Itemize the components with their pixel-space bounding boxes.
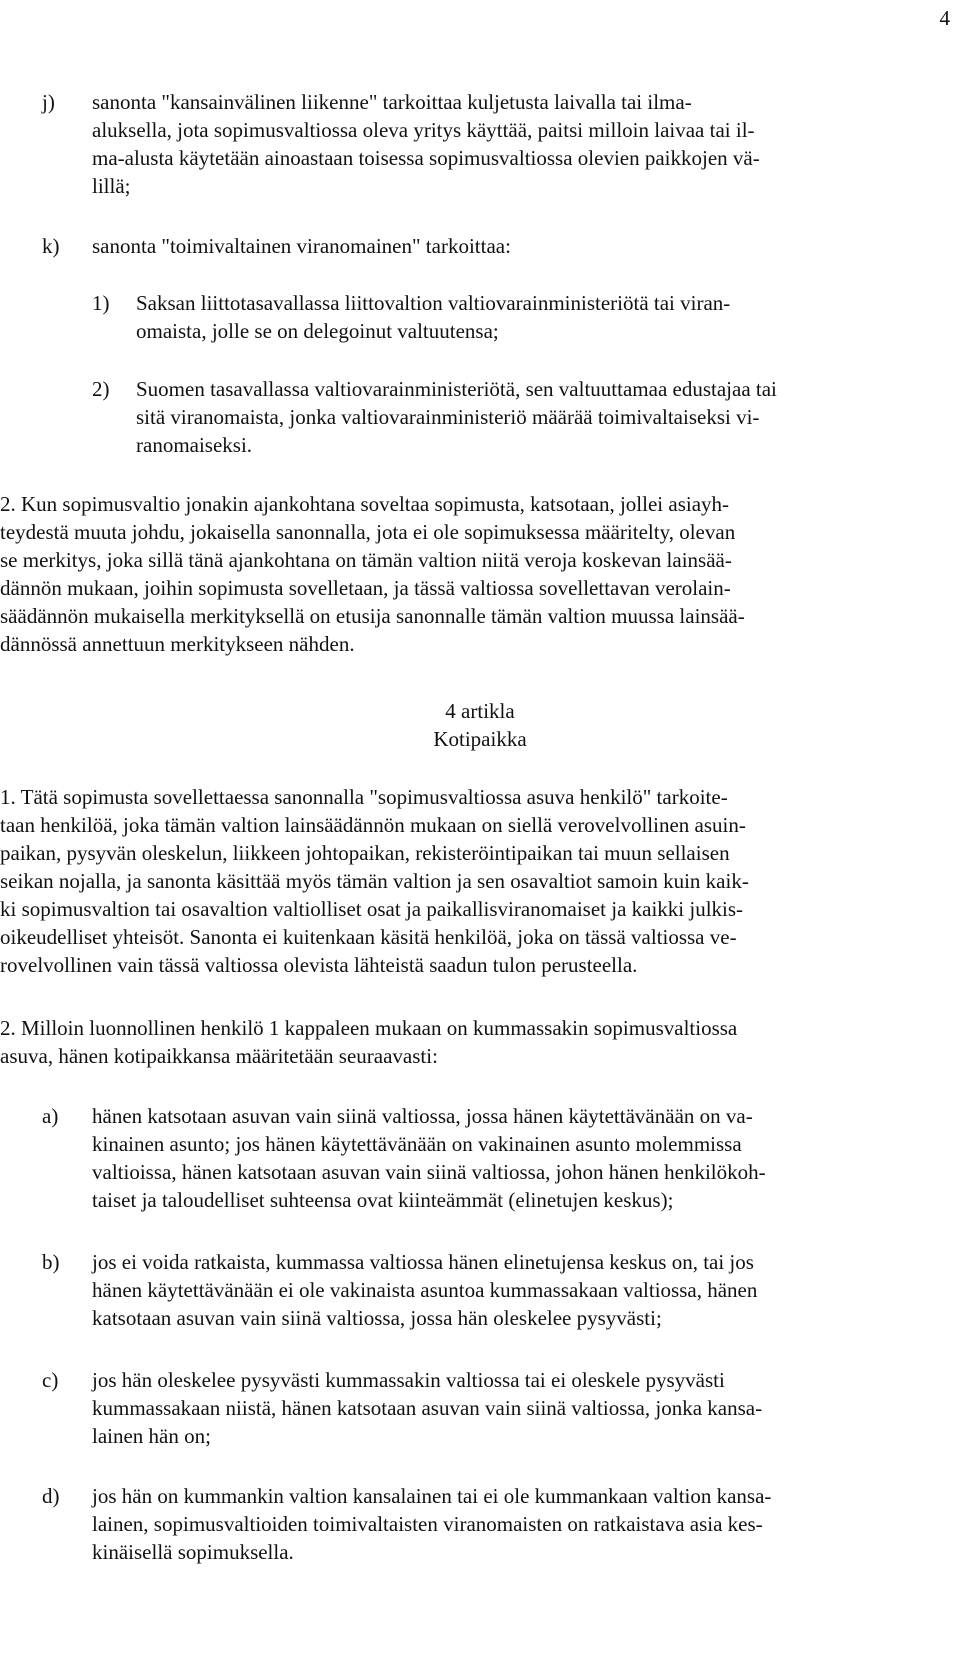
text-line: sanonta "kansainvälinen liikenne" tarkoittaa kuljetusta laivalla tai ilma-	[92, 90, 692, 114]
text-line: jos hän on kummankin valtion kansalainen tai ei ole kummankaan valtion kansa-	[92, 1484, 772, 1508]
text-line: lainen hän on;	[92, 1424, 211, 1448]
item-label: c)	[42, 1368, 59, 1392]
text-line: jos hän oleskelee pysyvästi kummassakin valtiossa tai ei oleskele pysyvästi	[92, 1368, 725, 1392]
text-line: kummassakaan niistä, hänen katsotaan asuvan vain siinä valtiossa, jonka kansa-	[92, 1396, 763, 1420]
text-line: jos ei voida ratkaista, kummassa valtiossa hänen elinetujensa keskus on, tai jos	[92, 1250, 754, 1274]
text-line: taan henkilöä, joka tämän valtion lainsäädännön mukaan on siellä verovelvollinen asuin-	[0, 813, 746, 837]
text-line: kinäisellä sopimuksella.	[92, 1540, 294, 1564]
item-label: 2)	[92, 377, 110, 401]
text-line: sitä viranomaista, jonka valtiovarainministeriö määrää toimivaltaiseksi vi-	[136, 405, 760, 429]
item-label: d)	[42, 1484, 60, 1508]
text-line: dännön mukaan, joihin sopimusta sovelletaan, ja tässä valtiossa sovellettavan verolain-	[0, 576, 731, 600]
article-title: Kotipaikka	[433, 727, 527, 751]
text-line: ki sopimusvaltion tai osavaltion valtiolliset osat ja paikallisviranomaiset ja kaikki julkis-	[0, 897, 744, 921]
text-line: rovelvollinen vain tässä valtiossa olevista lähteistä saadun tulon perusteella.	[0, 953, 638, 977]
article-number: 4 artikla	[445, 699, 515, 723]
text-line: lainen, sopimusvaltioiden toimivaltaisten viranomaisten on ratkaistava asia kes-	[92, 1512, 763, 1536]
text-line: ma-alusta käytetään ainoastaan toisessa sopimusvaltiossa olevien paikkojen vä-	[92, 146, 760, 170]
text-line: aluksella, jota sopimusvaltiossa oleva yritys käyttää, paitsi milloin laivaa tai il-	[92, 118, 755, 142]
text-line: katsotaan asuvan vain siinä valtiossa, jossa hän oleskelee pysyvästi;	[92, 1306, 662, 1330]
text-line: säädännön mukaisella merkityksellä on etusija sanonnalle tämän valtion muussa lainsää-	[0, 604, 745, 628]
text-line: sanonta "toimivaltainen viranomainen" tarkoittaa:	[92, 234, 511, 258]
text-line: taiset ja taloudelliset suhteensa ovat kiinteämmät (elinetujen keskus);	[92, 1188, 674, 1212]
text-line: valtioissa, hänen katsotaan asuvan vain siinä valtiossa, johon hänen henkilökoh-	[92, 1160, 766, 1184]
page-number: 4	[939, 6, 950, 30]
text-line: hänen katsotaan asuvan vain siinä valtiossa, jossa hänen käytettävänään on va-	[92, 1104, 753, 1128]
text-line: ranomaiseksi.	[136, 433, 253, 457]
text-line: 2. Kun sopimusvaltio jonakin ajankohtana soveltaa sopimusta, katsotaan, jollei asiayh-	[0, 492, 730, 516]
text-line: kinainen asunto; jos hänen käytettävänään on vakinainen asunto molemmissa	[92, 1132, 742, 1156]
item-label: k)	[42, 234, 60, 258]
item-label: b)	[42, 1250, 60, 1274]
text-line: 2. Milloin luonnollinen henkilö 1 kappaleen mukaan on kummassakin sopimusvaltiossa	[0, 1016, 738, 1040]
item-label: a)	[42, 1104, 59, 1128]
item-label: j)	[42, 90, 55, 114]
text-line: asuva, hänen kotipaikkansa määritetään seuraavasti:	[0, 1044, 438, 1068]
text-line: hänen käytettävänään ei ole vakinaista asuntoa kummassakaan valtiossa, hänen	[92, 1278, 758, 1302]
text-line: teydestä muuta johdu, jokaisella sanonnalla, jota ei ole sopimuksessa määritelty, olevan	[0, 520, 736, 544]
text-line: lillä;	[92, 174, 131, 198]
text-line: paikan, pysyvän oleskelun, liikkeen johtopaikan, rekisteröintipaikan tai muun sellaisen	[0, 841, 730, 865]
text-line: Suomen tasavallassa valtiovarainministeriötä, sen valtuuttamaa edustajaa tai	[136, 377, 777, 401]
item-label: 1)	[92, 291, 110, 315]
text-line: omaista, jolle se on delegoinut valtuutensa;	[136, 319, 499, 343]
text-line: Saksan liittotasavallassa liittovaltion valtiovarainministeriötä tai viran-	[136, 291, 731, 315]
text-line: dännössä annettuun merkitykseen nähden.	[0, 632, 355, 656]
text-line: se merkitys, joka sillä tänä ajankohtana on tämän valtion niitä veroja koskevan lainsää-	[0, 548, 732, 572]
text-line: 1. Tätä sopimusta sovellettaessa sanonnalla "sopimusvaltiossa asuva henkilö" tarkoite-	[0, 785, 728, 809]
text-line: seikan nojalla, ja sanonta käsittää myös tämän valtion ja sen osavaltiot samoin kuin kaik-	[0, 869, 749, 893]
text-line: oikeudelliset yhteisöt. Sanonta ei kuitenkaan käsitä henkilöä, joka on tässä valtiossa ve-	[0, 925, 737, 949]
